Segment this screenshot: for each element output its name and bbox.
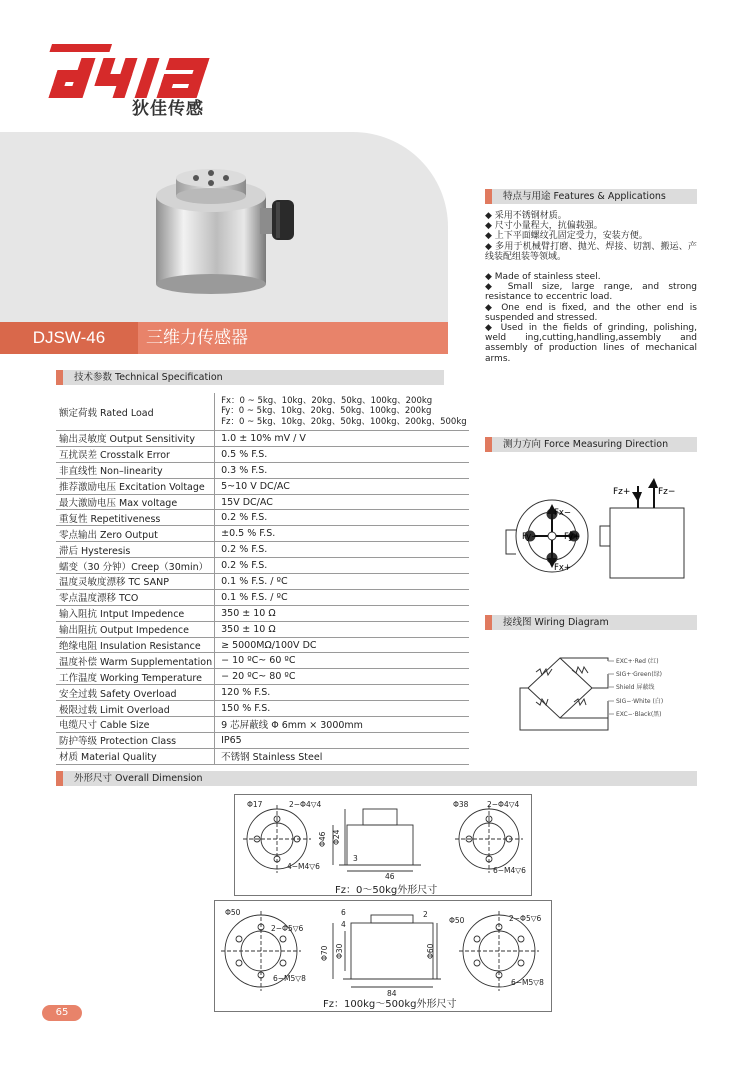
spec-key: 电缆尺寸 Cable Size xyxy=(56,717,215,733)
dimension-drawing-small xyxy=(235,795,531,895)
spec-row-rated-load xyxy=(56,393,469,431)
wire-label-shield: Shield 屏蔽线 xyxy=(616,684,655,691)
dim-small-d17: Φ17 xyxy=(247,800,263,809)
spec-value: 0.3 % F.S. xyxy=(215,462,469,478)
spec-key: 互扰误差 Crosstalk Error xyxy=(56,446,215,462)
spec-key: 防护等级 Protection Class xyxy=(56,732,215,748)
spec-value: 120 % F.S. xyxy=(215,685,469,701)
wire-label-exc-minus: EXC−·Black(黑) xyxy=(616,711,662,718)
dim-large-n6: 6 xyxy=(341,908,346,917)
section-features xyxy=(485,189,697,204)
spec-key: 材质 Material Quality xyxy=(56,748,215,764)
spec-key: 重复性 Repetitiveness xyxy=(56,510,215,526)
spec-value: 9 芯屏蔽线 Φ 6mm × 3000mm xyxy=(215,717,469,733)
dim-large-d70: Φ70 xyxy=(320,945,329,961)
section-wiring xyxy=(485,615,697,630)
section-label: 特点与用途 Features & Applications xyxy=(503,191,666,202)
dim-small-bottom-holes: 4−M4▽6 xyxy=(287,862,320,871)
spec-value: 350 ± 10 Ω xyxy=(215,621,469,637)
dim-small-top-holes-2: 2−Φ4▽4 xyxy=(487,800,520,809)
spec-row xyxy=(56,510,469,526)
rated-load-fz: Fz：0 ~ 5kg、10kg、20kg、50kg、100kg、200kg、500kg xyxy=(221,416,467,427)
spec-key: 绝缘电阻 Insulation Resistance xyxy=(56,637,215,653)
rated-load-fy: Fy：0 ~ 5kg、10kg、20kg、50kg、100kg、200kg xyxy=(221,406,432,417)
spec-value: 350 ± 10 Ω xyxy=(215,605,469,621)
spec-row xyxy=(56,701,469,717)
spec-row xyxy=(56,669,469,685)
dimension-caption-large: Fz：100kg～500kg外形尺寸 xyxy=(323,999,457,1010)
spec-key: 滞后 Hysteresis xyxy=(56,542,215,558)
features-list xyxy=(485,211,697,364)
spec-key: 输入阻抗 Intput Impedence xyxy=(56,605,215,621)
section-tab-marker xyxy=(485,615,492,630)
dim-large-bottom-holes: 6−M5▽8 xyxy=(273,974,306,983)
spec-row xyxy=(56,542,469,558)
dim-small-top-holes: 2−Φ4▽4 xyxy=(289,800,322,809)
spec-key: 最大激励电压 Max voltage xyxy=(56,494,215,510)
spec-value: 15V DC/AC xyxy=(215,494,469,510)
dim-large-n4: 4 xyxy=(341,920,346,929)
spec-row xyxy=(56,478,469,494)
section-label: 外形尺寸 Overall Dimension xyxy=(74,773,203,784)
spec-key: 零点温度漂移 TCO xyxy=(56,589,215,605)
spec-row xyxy=(56,621,469,637)
label-fz-minus: Fz− xyxy=(658,487,676,497)
spec-row xyxy=(56,526,469,542)
section-tab-marker xyxy=(485,189,492,204)
dim-small-n3: 3 xyxy=(353,854,358,863)
section-tab-marker xyxy=(485,437,492,452)
spec-key: 额定荷载 Rated Load xyxy=(56,393,215,431)
section-label: 接线图 Wiring Diagram xyxy=(503,617,609,628)
label-fz-plus: Fz+ xyxy=(613,487,631,497)
spec-key: 零点输出 Zero Output xyxy=(56,526,215,542)
spec-value: 0.2 % F.S. xyxy=(215,510,469,526)
spec-value: 0.1 % F.S. / ºC xyxy=(215,589,469,605)
spec-value xyxy=(215,393,469,431)
spec-row xyxy=(56,605,469,621)
feature-en-2: ◆ Small size, large range, and strong resistance to eccentric load. xyxy=(485,282,697,303)
spec-key: 非直线性 Non–linearity xyxy=(56,462,215,478)
spec-value: − 20 ºC~ 80 ºC xyxy=(215,669,469,685)
spec-value: IP65 xyxy=(215,732,469,748)
spec-key: 推荐激励电压 Excitation Voltage xyxy=(56,478,215,494)
dim-large-d60: Φ60 xyxy=(426,943,435,959)
spec-value: 0.2 % F.S. xyxy=(215,542,469,558)
wire-label-sig-plus: SIG+·Green(绿) xyxy=(616,671,663,678)
dim-small-d38: Φ38 xyxy=(453,800,469,809)
force-direction-diagram xyxy=(490,470,700,590)
feature-cn-3: ◆ 上下平面螺纹孔固定受力，安装方便。 xyxy=(485,231,648,242)
dim-small-h46: Φ46 xyxy=(318,831,327,847)
spec-row xyxy=(56,589,469,605)
spec-value: − 10 ºC~ 60 ºC xyxy=(215,653,469,669)
section-label: 测力方向 Force Measuring Direction xyxy=(503,439,669,450)
spec-row xyxy=(56,446,469,462)
title-bar xyxy=(0,322,448,354)
dim-small-side-bottom: 6−M4▽6 xyxy=(493,866,526,875)
spec-key: 蠕变（30 分钟）Creep（30min） xyxy=(56,558,215,574)
section-tab-marker xyxy=(56,370,63,385)
section-label: 技术参数 Technical Specification xyxy=(74,372,223,383)
spec-row xyxy=(56,637,469,653)
label-fy-plus: Fy+ xyxy=(564,532,581,542)
feature-en-3: ◆ One end is fixed, and the other end is suspended and stressed. xyxy=(485,302,697,323)
spec-key: 输出阻抗 Output Impedence xyxy=(56,621,215,637)
spec-value: 0.1 % F.S. / ºC xyxy=(215,574,469,590)
spec-value: 1.0 ± 10% mV / V xyxy=(215,431,469,447)
dim-small-w46: 46 xyxy=(385,872,395,881)
feature-cn-4: ◆ 多用于机械臂打磨、抛光、焊接、切割、搬运、产线装配组装等领域。 xyxy=(485,241,697,262)
dim-large-w84: 84 xyxy=(387,989,397,998)
spec-table xyxy=(56,393,469,765)
spec-key: 工作温度 Working Temperature xyxy=(56,669,215,685)
spec-key: 极限过载 Limit Overload xyxy=(56,701,215,717)
product-name: 三维力传感器 xyxy=(146,328,248,348)
spec-row xyxy=(56,494,469,510)
feature-en-1: ◆ Made of stainless steel. xyxy=(485,272,601,283)
spec-row xyxy=(56,558,469,574)
model-number: DJSW-46 xyxy=(0,322,138,354)
label-fy-minus: Fy− xyxy=(522,532,539,542)
spec-key: 温度灵敏度漂移 TC SANP xyxy=(56,574,215,590)
brand-chinese-name: 狄佳传感 xyxy=(132,99,204,119)
spec-row xyxy=(56,574,469,590)
label-fx-plus: Fx+ xyxy=(554,563,572,573)
spec-value: 0.5 % F.S. xyxy=(215,446,469,462)
dimension-panel-large xyxy=(214,900,552,1012)
section-tab-marker xyxy=(56,771,63,786)
spec-key: 温度补偿 Warm Supplementation xyxy=(56,653,215,669)
product-photo xyxy=(148,168,308,298)
dim-large-bottom-holes-2: 6−M5▽8 xyxy=(511,978,544,987)
dimension-caption-small: Fz：0～50kg外形尺寸 xyxy=(335,885,438,896)
spec-value: 150 % F.S. xyxy=(215,701,469,717)
spec-row xyxy=(56,431,469,447)
dim-large-d50-2: Φ50 xyxy=(449,916,465,925)
dim-small-h24: Φ24 xyxy=(332,829,341,845)
page-number: 65 xyxy=(42,1005,82,1021)
section-tech-spec xyxy=(56,370,444,385)
spec-row xyxy=(56,685,469,701)
section-dimension xyxy=(56,771,697,786)
dim-large-top-holes: 2−Φ5▽6 xyxy=(271,924,304,933)
spec-value: ±0.5 % F.S. xyxy=(215,526,469,542)
dim-large-n2: 2 xyxy=(423,910,428,919)
spec-value: 5~10 V DC/AC xyxy=(215,478,469,494)
spec-key: 输出灵敏度 Output Sensitivity xyxy=(56,431,215,447)
spec-row xyxy=(56,653,469,669)
feature-cn-2: ◆ 尺寸小量程大，抗偏载强。 xyxy=(485,221,603,232)
wire-label-sig-minus: SIG−·White (白) xyxy=(616,698,664,705)
label-fx-minus: Fx− xyxy=(554,508,572,518)
dimension-panel-small xyxy=(234,794,532,896)
spec-key: 安全过载 Safety Overload xyxy=(56,685,215,701)
dim-large-d30: Φ30 xyxy=(335,943,344,959)
rated-load-fx: Fx：0 ~ 5kg、10kg、20kg、50kg、100kg、200kg xyxy=(221,395,433,406)
dim-large-top-holes-2: 2−Φ5▽6 xyxy=(509,914,542,923)
spec-value: 不锈钢 Stainless Steel xyxy=(215,748,469,764)
spec-value: ≥ 5000MΩ/100V DC xyxy=(215,637,469,653)
spec-row xyxy=(56,717,469,733)
wire-label-exc-plus: EXC+·Red (红) xyxy=(616,658,659,665)
spec-row xyxy=(56,462,469,478)
feature-cn-1: ◆ 采用不锈钢材质。 xyxy=(485,211,567,221)
dim-large-d50: Φ50 xyxy=(225,908,241,917)
feature-en-4: ◆ Used in the fields of grinding, polishing, weld ing,cutting,handling,assembly and assembly of production lines of mechanical arms. xyxy=(485,323,697,364)
spec-value: 0.2 % F.S. xyxy=(215,558,469,574)
section-force-direction xyxy=(485,437,697,452)
spec-row xyxy=(56,732,469,748)
wiring-diagram xyxy=(510,650,700,745)
spec-row xyxy=(56,748,469,764)
